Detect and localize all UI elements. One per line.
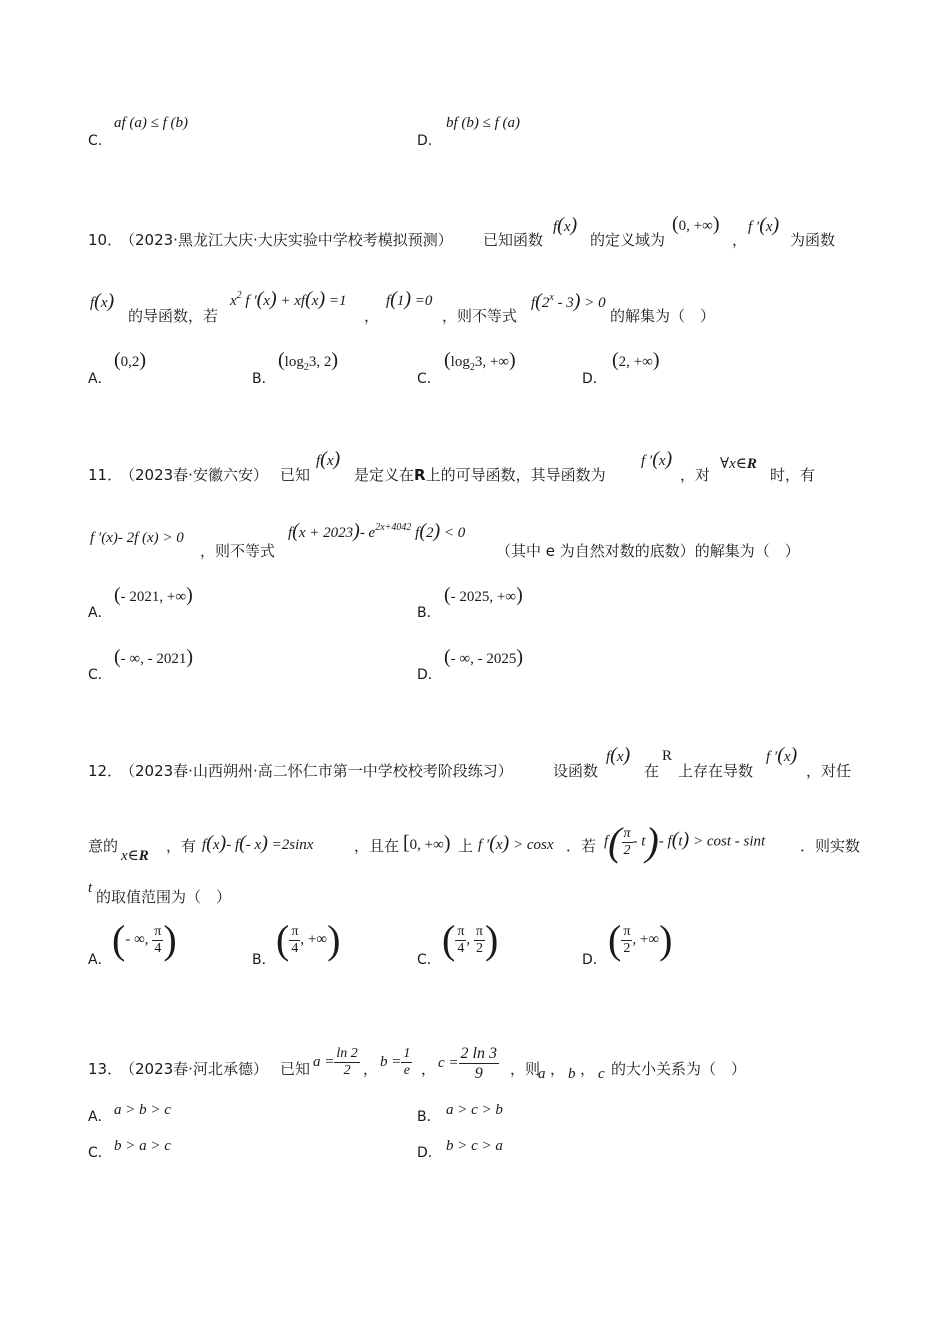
question-text: ， [550,1060,566,1078]
math-a: a [538,1066,546,1082]
question-text: ， [363,1060,379,1078]
set-r: R [662,748,673,764]
question-text: 为函数 [790,231,836,249]
option-c-label: C． [88,667,112,683]
math-fx: f(x) [316,448,341,470]
option-b-label: B． [417,605,441,621]
option-d-label: D． [582,952,607,968]
option-d-math: (- ∞, - 2025) [444,646,524,668]
question-text: （其中 e 为自然对数的底数）的解集为（ ） [496,542,800,560]
option-b-label: B． [417,1109,441,1125]
question-text: 已知函数 [483,231,544,249]
option-d-label: D． [417,667,442,683]
question-number: 11． [88,466,123,484]
question-text: ，对 [680,466,711,484]
math-b-def: b = $\frac{1}{e}$ [380,1046,411,1078]
option-c-math: b > a > c [114,1138,171,1154]
math-condition-1: $x^2$ f ′(x) + xf(x) =1 [230,288,347,310]
math-fprime-cond: f ′(x) > cosx [478,832,554,854]
q9-option-d-label: D. [417,133,433,149]
option-d-math: ( $\frac{\pi}{2}$ , +∞) [608,917,673,962]
option-a-math: (- 2021, +∞) [114,584,193,606]
option-c-math: ($\log_23$, +∞) [444,349,516,373]
math-fx: f(x) [553,214,578,236]
question-text: 在 [644,762,660,780]
question-source: （2023春·山西朔州·高二怀仁市第一中学校校考阶段练习） [120,762,513,780]
math-c: c [598,1066,605,1082]
option-d-math: b > c > a [446,1138,503,1154]
question-text: 意的 [88,837,119,855]
option-c-math: (- ∞, - 2021) [114,646,194,668]
math-fprime-x: f ′(x) [641,448,673,470]
math-b: b [568,1066,576,1082]
question-number: 12． [88,762,123,780]
math-inequality: f(2$^x$ - 3) > 0 [531,290,606,312]
question-text: 的取值范围为（ ） [96,888,232,906]
question-text: ．若 [566,837,597,855]
question-text: 的定义域为 [590,231,666,249]
math-t: t [88,880,93,896]
option-a-math: (- ∞, $\frac{\pi}{4}$ ) [112,917,177,962]
question-text: ，对任 [806,762,852,780]
math-inequality: f(x + 2023)- $e^{2x+4042}$ f(2) < 0 [288,520,466,542]
question-number: 13． [88,1060,123,1078]
math-fprime-x: f ′(x) [766,744,798,766]
option-b-math: a > c > b [446,1102,503,1118]
question-text: ，则 [510,1060,541,1078]
option-b-math: (- 2025, +∞) [444,584,523,606]
option-c-math: ( $\frac{\pi}{4}$ , $\frac{\pi}{2}$ ) [442,917,499,962]
math-domain: (0, +∞) [672,213,720,235]
set-r: R [414,466,426,484]
math-a-def: a = $\frac{\ln 2}{2}$ [313,1046,358,1078]
option-b-label: B． [252,371,276,387]
math-fx: f(x) [606,744,631,766]
question-text: 的解集为（ ） [610,307,716,325]
q9-option-d-math: bf (b) ≤ f (a) [446,115,521,131]
math-fprime-x: f ′(x) [748,214,780,236]
math-condition: f(x)- f(- x) =2sinx [202,832,314,854]
question-source: （2023春·安徽六安） [120,466,268,484]
question-text: 上存在导数 [678,762,754,780]
option-d-label: D． [582,371,607,387]
math-forall: ∀x∈R [720,456,757,472]
q9-option-c-label: C. [88,133,103,149]
math-fx: f(x) [90,290,115,312]
question-text: 时，有 [770,466,816,484]
option-a-math: a > b > c [114,1102,171,1118]
text-fragment: 是定义在 [354,466,415,484]
math-x-in-r: x∈R [121,848,149,864]
math-condition: f ′(x)- 2f (x) > 0 [90,530,184,546]
option-c-label: C． [88,1145,112,1161]
question-text: 上 [458,837,474,855]
question-text: 的导函数，若 [128,307,219,325]
question-text: ， [580,1060,596,1078]
question-text: ，则不等式 [200,542,276,560]
question-text: 的大小关系为（ ） [611,1060,747,1078]
question-text: ，有 [166,837,197,855]
question-number: 10． [88,231,123,249]
option-a-math: (0,2) [114,349,147,371]
option-c-label: C． [417,371,441,387]
option-a-label: A． [88,1109,112,1125]
math-inequality: f( $\frac{\pi}{2}$ - t)- f(t) > cost - sint [604,819,766,864]
q9-option-c-math: af (a) ≤ f (b) [114,115,189,131]
option-a-label: A． [88,952,112,968]
math-condition-2: f(1) =0 [386,288,433,310]
option-d-label: D． [417,1145,442,1161]
question-text: ．则实数 [800,837,861,855]
option-c-label: C． [417,952,441,968]
question-text: 已知 [280,466,311,484]
question-source: （2023·黑龙江大庆·大庆实验中学校考模拟预测） [120,231,453,249]
option-d-math: (2, +∞) [612,349,660,371]
question-text: 设函数 [553,762,599,780]
question-text: ， [421,1060,437,1078]
option-a-label: A． [88,371,112,387]
option-b-label: B． [252,952,276,968]
question-text [354,464,606,485]
question-text: ， [364,307,380,325]
text-fragment: 上的可导函数，其导函数为 [425,466,606,484]
math-interval: [0, +∞) [403,832,451,854]
math-c-def: c = $\frac{2 \ln 3}{9}$ [438,1045,497,1082]
option-b-math: ($\log_23$, 2) [278,349,339,373]
question-text: ， [732,231,748,249]
question-text: ，则不等式 [442,307,518,325]
question-text: ，且在 [354,837,400,855]
question-text: 已知 [280,1060,311,1078]
option-b-math: ( $\frac{\pi}{4}$ , +∞) [276,917,341,962]
option-a-label: A． [88,605,112,621]
question-source: （2023春·河北承德） [120,1060,268,1078]
